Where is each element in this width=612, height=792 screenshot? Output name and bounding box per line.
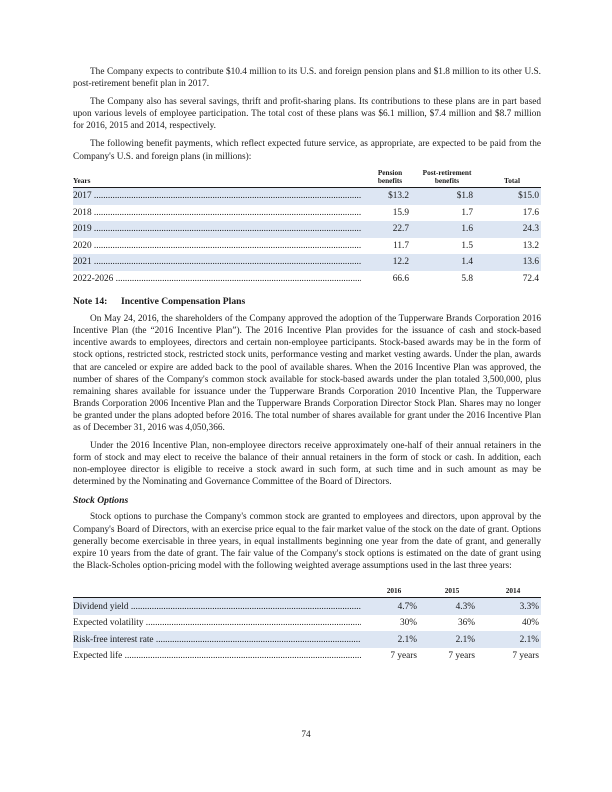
- cell-pension: 11.7: [393, 240, 409, 251]
- table-row: [73, 205, 541, 222]
- cell-pension: 22.7: [369, 221, 411, 238]
- paragraph-pension-contributions: The Company expects to contribute $10.4 million to its U.S. and foreign pension plans and $1.8 million to its other U.S. post-retirement benefit plan in 2017.: [73, 67, 541, 90]
- paragraph-benefit-payments-intro: The following benefit payments, which reflect expected future service, as appropriate, are expected to be paid from the Company's U.S. and foreign plans (in millions):: [73, 139, 541, 162]
- benefit-table-header: [73, 169, 541, 188]
- benefit-payments-table: [73, 169, 541, 288]
- cell-total: 17.6: [522, 207, 539, 218]
- page-number: 74: [301, 730, 311, 740]
- cell-value: 4.3%: [427, 598, 477, 615]
- cell-value: 36%: [457, 618, 475, 629]
- table-row: [73, 271, 541, 288]
- cell-total: 24.3: [483, 221, 541, 238]
- cell-post-retirement: 1.5: [461, 240, 473, 251]
- note-title: Incentive Compensation Plans: [121, 296, 246, 308]
- cell-total: $15.0: [483, 188, 541, 205]
- cell-value: 30%: [399, 618, 417, 629]
- cell-pension: 15.9: [392, 207, 409, 218]
- cell-value: 40%: [521, 618, 539, 629]
- table-row: [73, 615, 541, 632]
- paragraph-non-employee-directors: Under the 2016 Incentive Plan, non-employee directors receive approximately one-half of their annual retainers in the form of stock and may elect to receive the balance of their annual retainers in the form of stock or cash. In addition, each non-employee director is eligible to receive a stock award in such form, at such time and in such amount as may be determined by the Nominating and Governance Committee of the Board of Directors.: [73, 441, 541, 488]
- note-14-heading: [73, 296, 541, 307]
- paragraph-savings-plans: The Company also has several savings, thrift and profit-sharing plans. Its contributions to these plans are in part based upon various levels of employee participation. The total cost of these plans was $6.1 million, $7.4 million and $8.7 million for 2016, 2015 and 2014, respectively.: [73, 97, 541, 132]
- row-year: 2022-2026: [73, 273, 114, 284]
- header-year: 2015: [427, 579, 477, 598]
- cell-value: 2.1%: [485, 631, 541, 648]
- cell-post-retirement: 1.6: [419, 221, 475, 238]
- cell-total: 13.6: [483, 254, 541, 271]
- assumptions-table-header: [73, 579, 541, 598]
- header-year: 2014: [485, 579, 541, 598]
- note-number: Note 14:: [73, 296, 108, 308]
- paragraph-incentive-plan: On May 24, 2016, the shareholders of the Company approved the adoption of the Tupperware Brands Corporation 2016 Incentive Plan (the “2016 Incentive Plan”). The 2016 Incentive Plan provides for the issuance of cash and stock-based incentive awards to employees, directors and certain non-employee participants. Stock-based awards may be in the form of stock options, restricted stock, restricted stock units, performance vesting and market vesting awards. Under the plan, awards that are canceled or expire are added back to the pool of available shares. When the 2016 Incentive Plan was approved, the number of shares of the Company's common stock available for stock-based awards under the plan totaled 3,500,000, plus remaining shares available for issuance under the Tupperware Brands Corporation 2010 Incentive Plan, the Tupperware Brands Corporation 2006 Incentive Plan and the Tupperware Brands Corporation Director Stock Plan. Shares may no longer be granted under the plans adopted before 2016. The total number of shares available for grant under the 2016 Incentive Plan as of December 31, 2016 was 4,050,366.: [73, 314, 541, 433]
- row-label: Expected volatility: [73, 618, 144, 629]
- row-year: 2018: [73, 207, 92, 218]
- cell-value: 3.3%: [485, 598, 541, 615]
- header-total: Total: [483, 169, 541, 188]
- cell-post-retirement: 1.4: [419, 254, 475, 271]
- cell-total: 13.2: [522, 240, 539, 251]
- header-pension-benefits: Pension benefits: [369, 169, 411, 188]
- option-assumptions-table: [73, 579, 541, 665]
- table-row: [73, 221, 541, 238]
- table-row: [73, 598, 541, 615]
- document-page: [73, 66, 541, 664]
- table-row: [73, 254, 541, 271]
- row-year: 2019: [73, 224, 92, 235]
- cell-post-retirement: $1.8: [419, 188, 475, 205]
- paragraph-stock-options: Stock options to purchase the Company's common stock are granted to employees and directors, upon approval by the Company's Board of Directors, with an exercise price equal to the fair market value of the stock on the date of grant. Options generally become exercisable in three years, in equal installments beginning one year from the date of grant, and generally expire 10 years from the date of grant. The fair value of the Company's stock options is estimated on the date of grant using the Black-Scholes option-pricing model with the following weighted average assumptions used in the last three years:: [73, 512, 541, 571]
- cell-post-retirement: 1.7: [461, 207, 473, 218]
- header-post-retirement-benefits: Post-retirement benefits: [419, 169, 475, 188]
- row-year: 2017: [73, 191, 92, 202]
- header-year: 2016: [369, 579, 419, 598]
- row-year: 2020: [73, 240, 92, 251]
- cell-post-retirement: 5.8: [461, 273, 473, 284]
- cell-value: 7 years: [512, 651, 539, 662]
- table-row: [73, 648, 541, 665]
- cell-pension: 12.2: [369, 254, 411, 271]
- cell-pension: $13.2: [369, 188, 411, 205]
- row-year: 2021: [73, 257, 92, 268]
- cell-value: 2.1%: [369, 631, 419, 648]
- table-row: [73, 631, 541, 648]
- cell-value: 7 years: [390, 651, 417, 662]
- table-row: [73, 238, 541, 255]
- row-label: Expected life: [73, 651, 123, 662]
- cell-total: 72.4: [522, 273, 539, 284]
- cell-pension: 66.6: [392, 273, 409, 284]
- stock-options-heading: Stock Options: [73, 495, 129, 507]
- row-label: Dividend yield: [73, 601, 129, 612]
- row-label: Risk-free interest rate: [73, 634, 154, 645]
- header-years: Years: [73, 169, 361, 188]
- cell-value: 2.1%: [427, 631, 477, 648]
- cell-value: 4.7%: [369, 598, 419, 615]
- cell-value: 7 years: [448, 651, 475, 662]
- table-row: [73, 188, 541, 205]
